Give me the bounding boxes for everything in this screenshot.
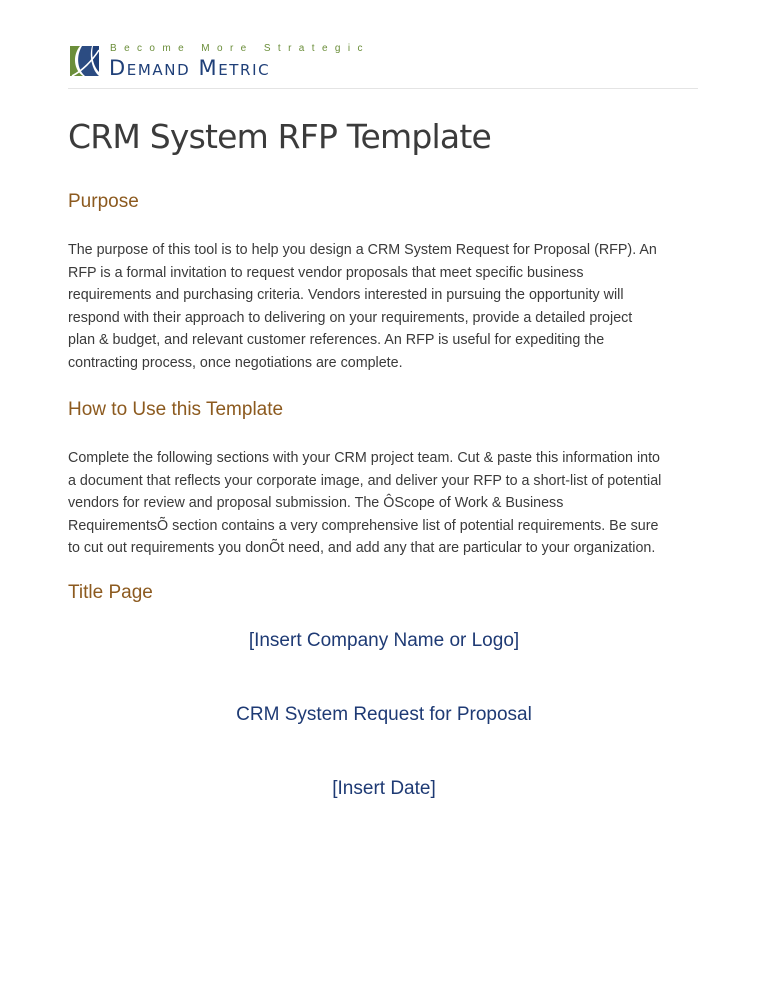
purpose-line: respond with their approach to delivering on your requirements, provide a detailed project — [68, 309, 633, 326]
purpose-paragraph — [68, 239, 708, 375]
brand-name: Demand Metric — [109, 56, 271, 80]
purpose-line: The purpose of this tool is to help you design a CRM System Request for Proposal (RFP). An — [68, 242, 657, 258]
purpose-line: requirements and purchasing criteria. Vendors interested in pursuing the opportunity will — [68, 287, 624, 304]
how-to-use-heading: How to Use this Template — [68, 399, 284, 420]
how-to-use-line: Complete the following sections with your CRM project team. Cut & paste this information into — [68, 450, 660, 466]
how-to-use-line: to cut out requirements you donÕt need, and add any that are particular to your organization. — [68, 540, 656, 557]
page-header — [68, 40, 698, 89]
purpose-line: RFP is a formal invitation to request vendor proposals that meet specific business — [68, 264, 584, 281]
how-to-use-line: a document that reflects your corporate image, and deliver your RFP to a short-list of potential — [68, 472, 662, 489]
date-placeholder: [Insert Date] — [332, 778, 436, 799]
how-to-use-line: vendors for review and proposal submission. The ÔScope of Work & Business — [68, 495, 564, 512]
rfp-title-line: CRM System Request for Proposal — [236, 704, 532, 725]
brand-tagline: Become More Strategic — [110, 43, 370, 54]
document-title: CRM System RFP Template — [68, 117, 491, 156]
purpose-line: contracting process, once negotiations are complete. — [68, 354, 403, 371]
company-name-placeholder: [Insert Company Name or Logo] — [248, 630, 520, 651]
purpose-line: plan & budget, and relevant customer references. An RFP is useful for expediting the — [68, 332, 605, 349]
how-to-use-line: RequirementsÕ section contains a very comprehensive list of potential requirements. Be sure — [68, 517, 659, 534]
purpose-heading: Purpose — [68, 191, 139, 212]
demand-metric-logo-icon — [68, 44, 101, 78]
how-to-use-paragraph — [68, 447, 708, 560]
title-page-heading: Title Page — [68, 582, 153, 603]
